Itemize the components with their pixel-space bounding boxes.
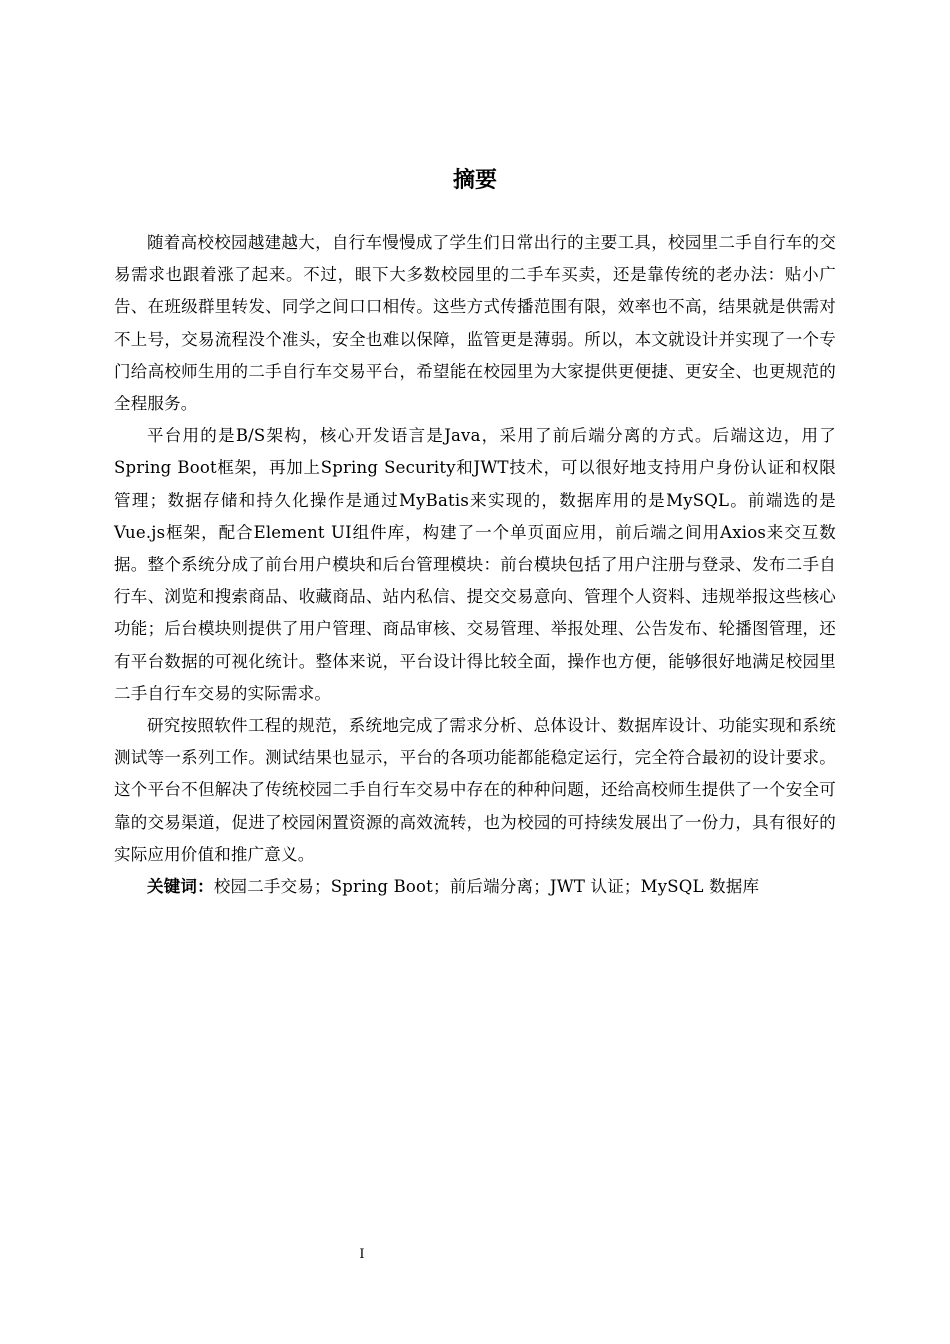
keywords-text: 校园二手交易；Spring Boot；前后端分离；JWT 认证；MySQL 数据库 [213,877,760,897]
abstract-paragraph-3: 研究按照软件工程的规范，系统地完成了需求分析、总体设计、数据库设计、功能实现和系统测试等一系列工作。测试结果也显示，平台的各项功能都能稳定运行，完全符合最初的设计要求。这个平台不但解决了传统校园二手自行车交易中存在的种种问题，还给高校师生提供了一个安全可靠的交易渠道，促进了校园闲置资源的高效流转，也为校园的可持续发展出了一份力，具有很好的实际应用价值和推广意义。 [114,716,836,864]
keywords-label: 关键词 [147,877,198,897]
abstract-title: 摘要 [452,168,497,193]
abstract-body [114,227,836,903]
keywords-separator: ： [197,877,214,897]
abstract-paragraph-1: 随着高校校园越建越大，自行车慢慢成了学生们日常出行的主要工具，校园里二手自行车的交易需求也跟着涨了起来。不过，眼下大多数校园里的二手车买卖，还是靠传统的老办法：贴小广告、在班级群里转发、同学之间口口相传。这些方式传播范围有限，效率也不高，结果就是供需对不上号，交易流程没个准头，安全也难以保障，监管更是薄弱。所以，本文就设计并实现了一个专门给高校师生用的二手自行车交易平台，希望能在校园里为大家提供更便捷、更安全、也更规范的全程服务。 [114,233,836,414]
abstract-paragraph-2: 平台用的是B/S架构，核心开发语言是Java，采用了前后端分离的方式。后端这边，用了Spring Boot框架，再加上Spring Security和JWT技术，可以很好地支持用户身份认证和权限管理；数据存储和持久化操作是通过MyBatis来实现的，数据库用的是MySQL。前端选的是Vue.js框架，配合Element UI组件库，构建了一个单页面应用，前后端之间用Axios来交互数据。整个系统分成了前台用户模块和后台管理模块：前台模块包括了用户注册与登录、发布二手自行车、浏览和搜索商品、收藏商品、站内私信、提交交易意向、管理个人资料、违规举报这些核心功能；后台模块则提供了用户管理、商品审核、交易管理、举报处理、公告发布、轮播图管理，还有平台数据的可视化统计。整体来说，平台设计得比较全面，操作也方便，能够很好地满足校园里二手自行车交易的实际需求。 [114,426,836,703]
page-number: I [359,1247,365,1262]
keywords-line [114,871,836,903]
